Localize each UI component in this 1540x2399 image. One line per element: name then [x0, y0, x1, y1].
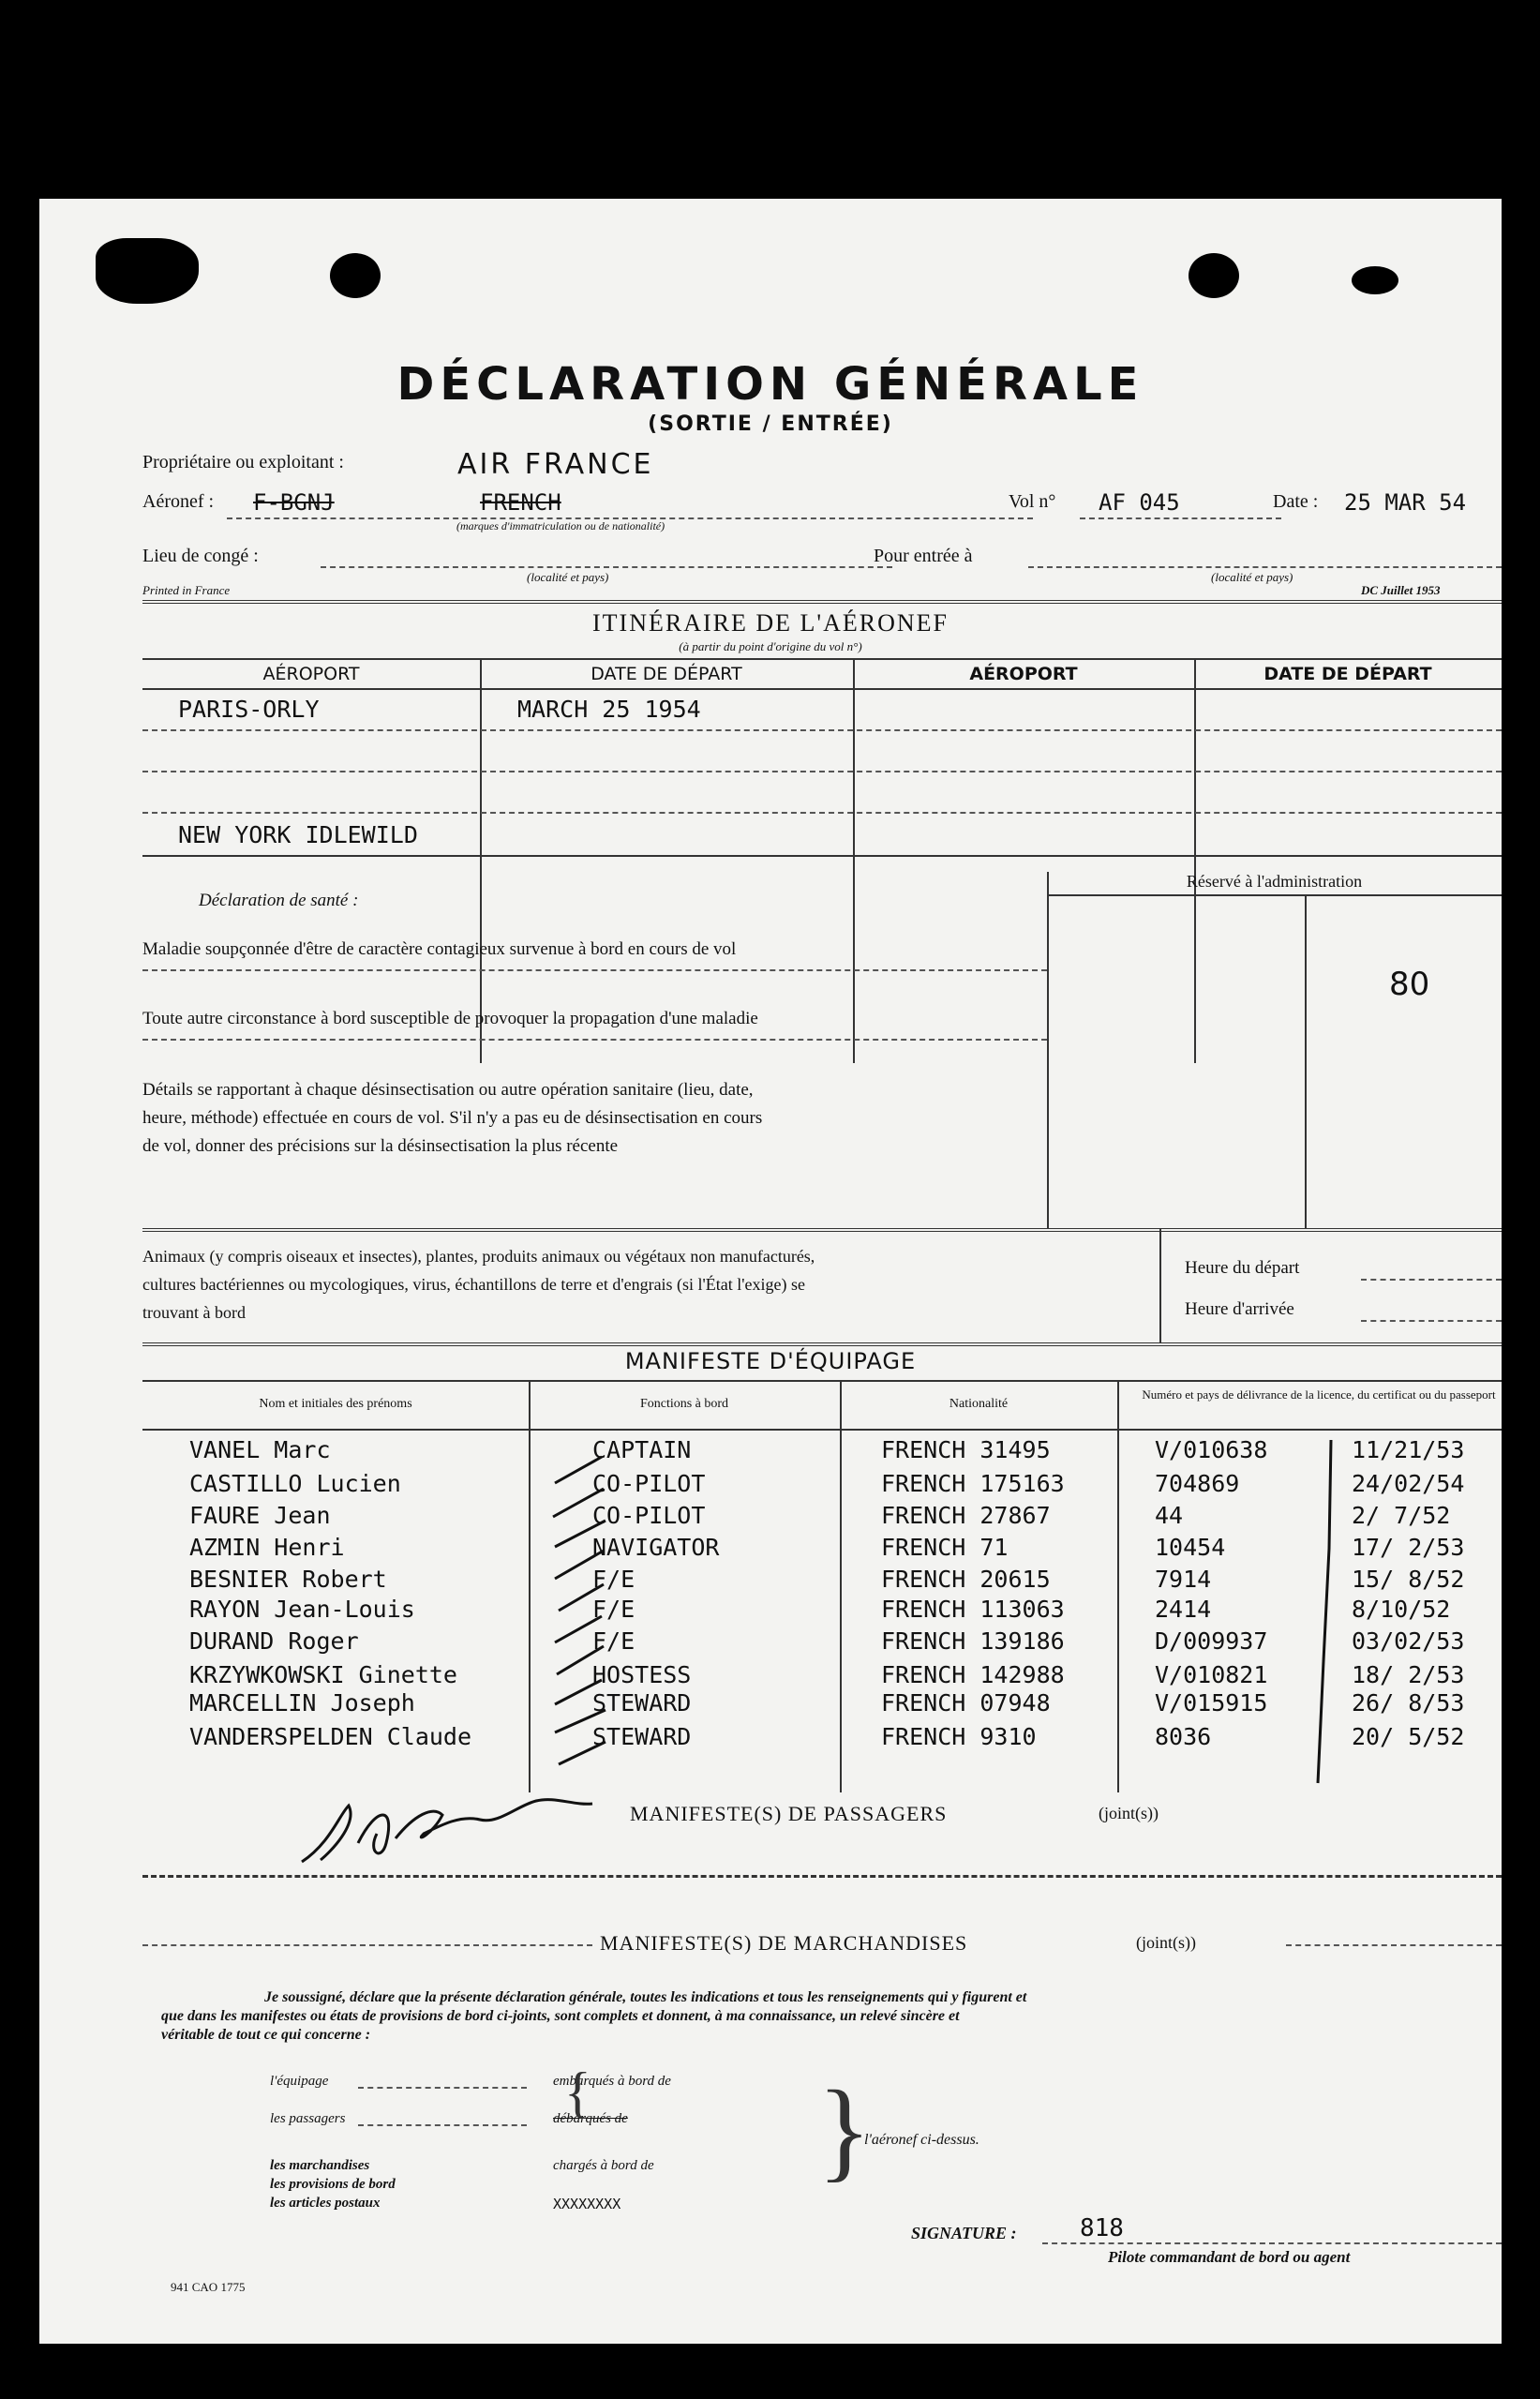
- arrival-time-label: Heure d'arrivée: [1185, 1299, 1294, 1319]
- crew-title: MANIFESTE D'ÉQUIPAGE: [624, 1348, 917, 1374]
- crew-licence-date: 2/ 7/52: [1352, 1502, 1451, 1529]
- divider: [1286, 1944, 1502, 1946]
- declaration-line: [358, 2087, 527, 2089]
- crew-function: NAVIGATOR: [592, 1534, 720, 1561]
- crew-licence-number: 7914: [1155, 1566, 1212, 1593]
- crew-nationality: FRENCH 20615: [881, 1566, 1051, 1593]
- table-row: [142, 1534, 1492, 1566]
- crew-licence-date: 24/02/54: [1352, 1470, 1465, 1497]
- itinerary-origin: PARIS-ORLY: [178, 696, 320, 723]
- check-marks: [546, 1446, 649, 1783]
- crew-licence-number: 704869: [1155, 1470, 1240, 1497]
- crew-function: STEWARD: [592, 1689, 692, 1717]
- page-subtitle: (SORTIE / ENTRÉE): [648, 412, 893, 436]
- ink-blot: [96, 238, 199, 304]
- crew-nationality: FRENCH 07948: [881, 1689, 1051, 1717]
- admin-value: 80: [1389, 966, 1430, 1003]
- signature-value: 818: [1080, 2214, 1124, 2242]
- crew-nationality: FRENCH 175163: [881, 1470, 1065, 1497]
- crew-licence-number: 44: [1155, 1502, 1184, 1529]
- entry-note: (localité et pays): [1211, 570, 1293, 584]
- signature-caption: Pilote commandant de bord ou agent: [1108, 2248, 1351, 2266]
- itinerary-divider: [853, 658, 855, 1063]
- operator-value: AIR FRANCE: [457, 448, 654, 481]
- health-line: [142, 1039, 1047, 1041]
- crew-name: FAURE Jean: [189, 1502, 331, 1529]
- operator-label: Propriétaire ou exploitant :: [142, 452, 344, 472]
- crew-name: MARCELLIN Joseph: [189, 1689, 415, 1717]
- flight-value: AF 045: [1099, 489, 1180, 516]
- handwritten-signature: [292, 1787, 602, 1871]
- animals-line-1: Animaux (y compris oiseaux et insectes), plantes, produits animaux ou végétaux non manufacturés,: [142, 1247, 815, 1266]
- itinerary-divider: [1194, 658, 1196, 1063]
- crew-function: HOSTESS: [592, 1661, 692, 1688]
- admin-divider: [1305, 894, 1307, 1228]
- crew-header-nationality: Nationalité: [949, 1397, 1009, 1411]
- clearance-note: (localité et pays): [527, 570, 609, 584]
- crew-nationality: FRENCH 31495: [881, 1436, 1051, 1463]
- crew-licence-number: 8036: [1155, 1723, 1212, 1750]
- itinerary-border: [142, 658, 1502, 660]
- itinerary-subtitle: (à partir du point d'origine du vol n°): [679, 639, 862, 653]
- animals-line-3: trouvant à bord: [142, 1303, 246, 1322]
- animals-line-2: cultures bactériennes ou mycologiques, virus, échantillons de terre et d'engrais (si l'État l'exige) se: [142, 1275, 806, 1294]
- table-row: [142, 1627, 1492, 1659]
- crew-function: STEWARD: [592, 1723, 692, 1750]
- declaration-line-2: que dans les manifestes ou états de provisions de bord ci-joints, sont complets et donnent, à ma connaissance, un relevé sincère et: [161, 2008, 960, 2024]
- health-item-1: Maladie soupçonnée d'être de caractère contagieux survenue à bord en cours de vol: [142, 939, 737, 959]
- aircraft-registration: F-BGNJ: [253, 489, 335, 516]
- table-row: [142, 1436, 1492, 1468]
- clearance-line: [321, 566, 892, 568]
- times-divider: [1159, 1228, 1161, 1342]
- declaration-action-crew: embarqués à bord de: [553, 2074, 671, 2089]
- crew-header-name: Nom et initiales des prénoms: [259, 1397, 412, 1411]
- health-item-3-line-1: Détails se rapportant à chaque désinsectisation ou autre opération sanitaire (lieu, date,: [142, 1080, 754, 1100]
- divider: [142, 600, 1502, 604]
- itinerary-title: ITINÉRAIRE DE L'AÉRONEF: [592, 609, 949, 637]
- declaration-item-passengers: les passagers: [270, 2111, 346, 2126]
- crew-function: CO-PILOT: [592, 1502, 706, 1529]
- itinerary-divider: [480, 658, 482, 1063]
- crew-licence-date: 11/21/53: [1352, 1436, 1465, 1463]
- brace: {: [564, 2062, 591, 2123]
- arrival-time-line: [1361, 1320, 1502, 1322]
- crew-name: AZMIN Henri: [189, 1534, 345, 1561]
- crew-function: CAPTAIN: [592, 1436, 692, 1463]
- declaration-aircraft-ref: l'aéronef ci-dessus.: [864, 2132, 979, 2148]
- declaration-action-passengers: débarqués de: [553, 2111, 628, 2126]
- aircraft-nationality: FRENCH: [480, 489, 561, 516]
- admin-divider: [1047, 872, 1049, 1228]
- punch-hole: [330, 253, 381, 298]
- crew-nationality: FRENCH 9310: [881, 1723, 1037, 1750]
- crew-nationality: FRENCH 71: [881, 1534, 1009, 1561]
- crew-table-body: [142, 1436, 1502, 1792]
- crew-licence-date: 20/ 5/52: [1352, 1723, 1465, 1750]
- crew-name: RAYON Jean-Louis: [189, 1596, 415, 1623]
- crew-licence-number: V/015915: [1155, 1689, 1268, 1717]
- crew-function: F/E: [592, 1596, 635, 1623]
- entry-line: [1028, 566, 1502, 568]
- crew-nationality: FRENCH 139186: [881, 1627, 1065, 1655]
- health-item-2: Toute autre circonstance à bord susceptible de provoquer la propagation d'une maladie: [142, 1009, 758, 1028]
- printer-mark: Printed in France: [142, 583, 231, 597]
- signature-label: SIGNATURE :: [911, 2224, 1017, 2242]
- declaration-line-3: véritable de tout ce qui concerne :: [161, 2027, 371, 2043]
- divider: [142, 1944, 592, 1946]
- cargo-joint: (joint(s)): [1136, 1933, 1196, 1952]
- declaration-item-provisions: les provisions de bord: [270, 2177, 396, 2192]
- itinerary-row-line: [142, 812, 1502, 814]
- health-line: [142, 969, 1047, 971]
- crew-licence-date: 26/ 8/53: [1352, 1689, 1465, 1717]
- divider: [142, 1342, 1502, 1346]
- crew-function: CO-PILOT: [592, 1470, 706, 1497]
- declaration-line-1: Je soussigné, déclare que la présente déclaration générale, toutes les indications et tous les renseignements qui y figurent et: [264, 1989, 1027, 2005]
- punch-hole: [1189, 253, 1239, 298]
- itinerary-row-line: [142, 855, 1502, 857]
- crew-name: CASTILLO Lucien: [189, 1470, 401, 1497]
- itinerary-header-airport-2: AÉROPORT: [969, 664, 1078, 684]
- itinerary-destination: NEW YORK IDLEWILD: [178, 821, 418, 848]
- signature-line: [1042, 2242, 1502, 2244]
- crew-name: VANEL Marc: [189, 1436, 331, 1463]
- declaration-line: [358, 2124, 527, 2126]
- divider: [142, 1875, 1502, 1878]
- aircraft-label: Aéronef :: [142, 491, 215, 512]
- crew-name: BESNIER Robert: [189, 1566, 387, 1593]
- crew-function: F/E: [592, 1627, 635, 1655]
- departure-time-label: Heure du départ: [1185, 1258, 1300, 1278]
- crew-licence-number: D/009937: [1155, 1627, 1268, 1655]
- clearance-label: Lieu de congé :: [142, 546, 259, 566]
- hand-drawn-line: [1305, 1436, 1342, 1792]
- itinerary-departure-date: MARCH 25 1954: [517, 696, 701, 723]
- date-label: Date :: [1273, 491, 1319, 512]
- crew-licence-number: V/010638: [1155, 1436, 1268, 1463]
- health-title: Déclaration de santé :: [199, 891, 359, 910]
- table-row: [142, 1661, 1492, 1693]
- date-value: 25 MAR 54: [1344, 489, 1467, 516]
- form-reference: 941 CAO 1775: [171, 2280, 246, 2294]
- crew-nationality: FRENCH 27867: [881, 1502, 1051, 1529]
- admin-line: [1047, 894, 1502, 896]
- health-item-3-line-3: de vol, donner des précisions sur la désinsectisation la plus récente: [142, 1136, 619, 1156]
- flight-line: [1080, 517, 1281, 519]
- form-date: DC Juillet 1953: [1361, 583, 1441, 597]
- declaration-item-crew: l'équipage: [270, 2074, 329, 2089]
- ink-blot: [1352, 266, 1398, 294]
- crew-licence-date: 8/10/52: [1352, 1596, 1451, 1623]
- document-page: [39, 199, 1502, 2344]
- crew-name: DURAND Roger: [189, 1627, 359, 1655]
- declaration-item-mail: les articles postaux: [270, 2196, 381, 2211]
- table-row: [142, 1689, 1492, 1721]
- crew-licence-date: 03/02/53: [1352, 1627, 1465, 1655]
- declaration-item-cargo: les marchandises: [270, 2158, 370, 2173]
- health-item-3-line-2: heure, méthode) effectuée en cours de vol. S'il n'y a pas eu de désinsectisation en cours: [142, 1108, 763, 1128]
- crew-nationality: FRENCH 113063: [881, 1596, 1065, 1623]
- page-title: DÉCLARATION GÉNÉRALE: [396, 358, 1144, 411]
- crew-function: F/E: [592, 1566, 635, 1593]
- table-row: [142, 1566, 1492, 1597]
- itinerary-row-line: [142, 729, 1502, 731]
- flight-label: Vol n°: [1009, 491, 1056, 512]
- crew-licence-number: 10454: [1155, 1534, 1226, 1561]
- declaration-action-struck: XXXXXXXX: [553, 2196, 621, 2212]
- itinerary-row-line: [142, 771, 1502, 772]
- crew-nationality: FRENCH 142988: [881, 1661, 1065, 1688]
- table-row: [142, 1470, 1492, 1502]
- crew-header-line: [142, 1429, 1502, 1431]
- table-row: [142, 1596, 1492, 1627]
- itinerary-header-airport-1: AÉROPORT: [262, 664, 360, 684]
- aircraft-note: (marques d'immatriculation ou de nationalité): [456, 519, 665, 532]
- crew-licence-number: 2414: [1155, 1596, 1212, 1623]
- itinerary-header-line: [142, 688, 1502, 690]
- crew-licence-date: 15/ 8/52: [1352, 1566, 1465, 1593]
- table-row: [142, 1502, 1492, 1534]
- crew-name: VANDERSPELDEN Claude: [189, 1723, 472, 1750]
- declaration-action-cargo: chargés à bord de: [553, 2158, 654, 2173]
- crew-licence-number: V/010821: [1155, 1661, 1268, 1688]
- crew-name: KRZYWKOWSKI Ginette: [189, 1661, 457, 1688]
- brace: }: [817, 2067, 872, 2192]
- crew-header-licence: Numéro et pays de délivrance de la licence, du certificat ou du passeport: [1142, 1387, 1496, 1402]
- crew-licence-date: 18/ 2/53: [1352, 1661, 1465, 1688]
- passengers-label: MANIFESTE(S) DE PASSAGERS: [630, 1802, 948, 1825]
- crew-border: [142, 1380, 1502, 1382]
- itinerary-header-date-1: DATE DE DÉPART: [591, 664, 742, 684]
- table-row: [142, 1723, 1492, 1755]
- crew-header-function: Fonctions à bord: [639, 1397, 729, 1411]
- passengers-joint: (joint(s)): [1099, 1804, 1159, 1822]
- admin-title: Réservé à l'administration: [1186, 872, 1363, 891]
- itinerary-header-date-2: DATE DE DÉPART: [1263, 664, 1432, 684]
- cargo-label: MANIFESTE(S) DE MARCHANDISES: [600, 1931, 968, 1955]
- departure-time-line: [1361, 1279, 1502, 1281]
- entry-label: Pour entrée à: [874, 546, 973, 566]
- crew-licence-date: 17/ 2/53: [1352, 1534, 1465, 1561]
- divider: [142, 1228, 1502, 1232]
